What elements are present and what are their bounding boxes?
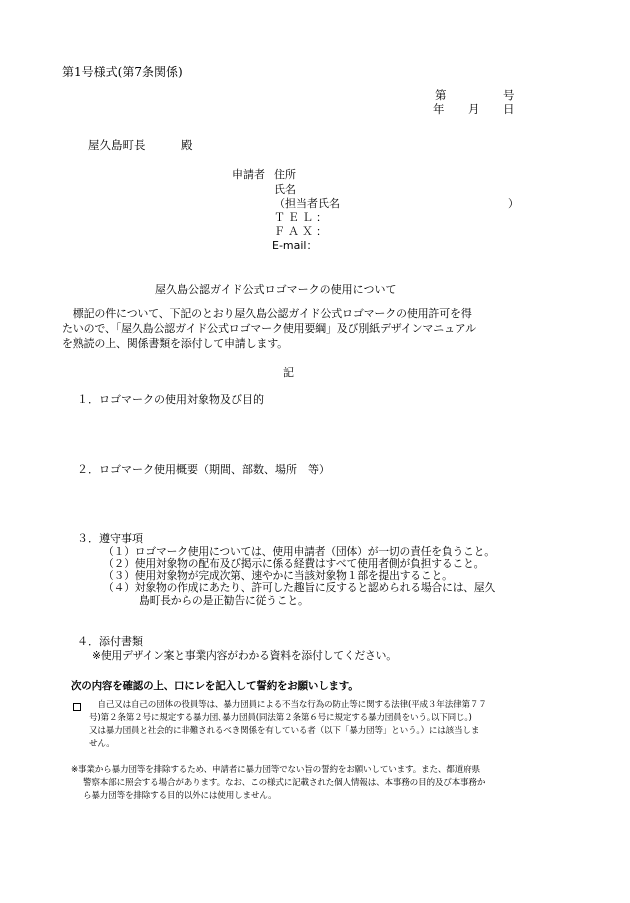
- notice-line: ら暴力団等を排除する目的以外には使用しません。: [83, 791, 277, 801]
- intro-line: 標記の件について、下記のとおり屋久島公認ガイド公式ロゴマークの使用許可を得: [62, 307, 472, 320]
- section-1-heading: １．ロゴマークの使用対象物及び目的: [77, 393, 264, 406]
- addressee-honorific: 殿: [181, 138, 193, 152]
- date-month-label: 月: [468, 102, 480, 116]
- addressee-name: 屋久島町長: [88, 138, 146, 152]
- notice-line: 警察本部に照会する場合があります。なお、この様式に記載された個人情報は、本事務の目的及び本事務か: [83, 778, 486, 788]
- contact-name-close: ）: [508, 197, 519, 210]
- intro-paragraph: [62, 306, 524, 351]
- applicant-label: 申請者: [232, 168, 265, 181]
- pledge-heading: 次の内容を確認の上、口にレを記入して誓約をお願いします。: [71, 680, 359, 692]
- privacy-notice: [71, 764, 485, 803]
- number-label-dai: 第: [435, 88, 447, 102]
- pledge-checkbox[interactable]: [73, 703, 81, 711]
- tel-label: ＴＥＬ：: [274, 211, 330, 224]
- applicant-name-label: 氏名: [274, 183, 296, 196]
- intro-line: を熟読の上、関係書類を添付して申請します。: [62, 337, 288, 350]
- pledge-line: せん。: [89, 739, 115, 749]
- intro-line: たいので、「屋久島公認ガイド公式ロゴマーク使用要綱」及び別紙デザインマニュアル: [62, 322, 476, 335]
- email-label: E-mail：: [272, 239, 318, 252]
- document-title: 屋久島公認ガイド公式ロゴマークの使用について: [155, 283, 397, 296]
- number-label-go: 号: [503, 88, 515, 102]
- applicant-address-label: 住所: [274, 168, 296, 181]
- ki-heading: 記: [283, 366, 294, 379]
- pledge-line: 又は暴力団員と社会的に非難されるべき関係を有している者（以下「暴力団等」という。）には該当しま: [89, 726, 480, 736]
- rule-item: （１）ロゴマーク使用については、使用申請者（団体）が一切の責任を負うこと。: [103, 545, 495, 558]
- rule-item: （３）使用対象物が完成次第、速やかに当該対象物１部を提出すること。: [103, 569, 453, 582]
- fax-label: ＦＡＸ：: [274, 225, 330, 238]
- form-id: 第1号様式(第7条関係): [62, 65, 183, 79]
- rule-item: （４）対象物の作成にあたり、許可した趣旨に反すると認められる場合には、屋久: [103, 581, 496, 594]
- pledge-line: 号)第２条第２号に規定する暴力団､暴力団員(同法第２条第６号に規定する暴力団員をいう｡以下同じ｡): [89, 713, 472, 723]
- rule-item: （２）使用対象物の配布及び掲示に係る経費はすべて使用者側が負担すること。: [103, 557, 485, 570]
- date-year-label: 年: [433, 102, 445, 116]
- contact-name-label: （担当者氏名: [274, 197, 340, 210]
- section-2-heading: ２．ロゴマーク使用概要（期間、部数、場所 等）: [77, 463, 330, 476]
- pledge-text: [89, 699, 487, 751]
- section-3-heading: ３．遵守事項: [77, 532, 143, 545]
- section-4-heading: ４．添付書類: [77, 635, 143, 648]
- rule-item-continuation: 島町長からの是正勧告に従うこと。: [139, 594, 309, 607]
- notice-line: ※事業から暴力団等を排除するため、申請者に暴力団等でない旨の誓約をお願いしています。また、都道府県: [71, 765, 480, 775]
- pledge-line: 自己又は自己の団体の役員等は、暴力団員による不当な行為の防止等に関する法律(平成３年法律第７７: [89, 700, 487, 710]
- attachment-note: ※使用デザイン案と事業内容がわかる資料を添付してください。: [92, 649, 397, 662]
- date-day-label: 日: [503, 102, 515, 116]
